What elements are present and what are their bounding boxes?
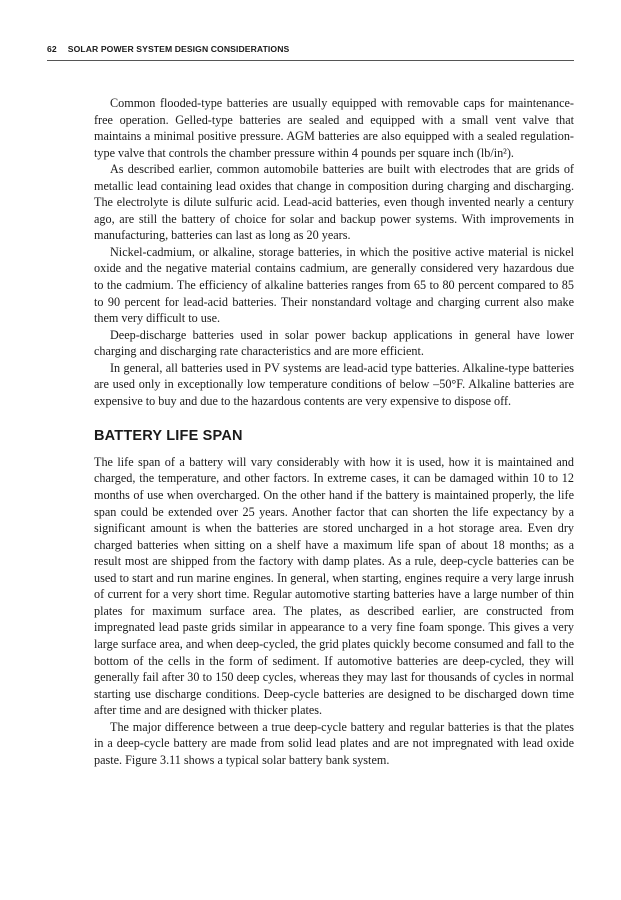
- body-text: [94, 95, 574, 768]
- paragraph-deep-discharge: Deep-discharge batteries used in solar power backup applications in general have lower charging and discharging rate characteristics and are more efficient.: [94, 327, 574, 359]
- paragraph-lead-acid: As described earlier, common automobile batteries are built with electrodes that are grids of metallic lead containing lead oxides that change in composition during charging and discharging. The electrolyte is dilute sulfuric acid. Lead-acid batteries, even though invented nearly a century ago, are still the battery of choice for solar and backup power systems. With improvements in manufacturing, batteries can last as long as 20 years.: [94, 162, 574, 243]
- paragraph-deep-cycle-difference: The major difference between a true deep-cycle battery and regular batteries is that the plates in a deep-cycle battery are made from solid lead plates and are not impregnated with lead oxide paste. Figure 3.11 shows a typical solar battery bank system.: [94, 719, 574, 767]
- page-number: 62: [47, 44, 57, 54]
- running-title: SOLAR POWER SYSTEM DESIGN CONSIDERATIONS: [67, 44, 290, 54]
- paragraph-life-span: The life span of a battery will vary considerably with how it is used, how it is maintained and charged, the temperature, and other factors. In extreme cases, it can be damaged within 10 to 12 months of use when overcharged. On the other hand if the battery is maintained properly, the life span could be extended over 25 years. Another factor that can shorten the life expectancy by a significant amount is when the batteries are stored uncharged in a hot storage area. Even dry charged batteries when sitting on a shelf have a maximum life span of about 18 months; as a result most are shipped from the factory with damp plates. As a rule, deep-cycle batteries can be used to start and run marine engines. In general, when starting, engines require a very large inrush of current for a very short time. Regular automotive starting batteries have a large number of thin plates for maximum surface area. The plates, as described earlier, are constructed from impregnated lead paste grids similar in appearance to a very fine foam sponge. This gives a very large surface area, and when deep-cycled, the grid plates quickly become consumed and fall to the bottom of the cells in the form of sediment. If automotive batteries are deep-cycled, they will generally fail after 30 to 150 deep cycles, whereas they may last for thousands of cycles in normal starting use discharge conditions. Deep-cycle batteries are designed to be discharged down time after time and are designed with thicker plates.: [94, 454, 574, 718]
- paragraph-nickel-cadmium: Nickel-cadmium, or alkaline, storage batteries, in which the positive active material is nickel oxide and the negative material contains cadmium, are generally considered very hazardous due to the cadmium. The efficiency of alkaline batteries ranges from 65 to 80 percent compared to 85 to 90 percent for lead-acid batteries. Their nonstandard voltage and charging current also make them very difficult to use.: [94, 244, 574, 326]
- paragraph-flooded-batteries: Common flooded-type batteries are usually equipped with removable caps for maintenance-free operation. Gelled-type batteries are sealed and equipped with a small vent valve that maintains a minimal positive pressure. AGM batteries are also equipped with a sealed regulation-type valve that controls the chamber pressure within 4 pounds per square inch (lb/in²).: [94, 96, 574, 160]
- paragraph-pv-batteries: In general, all batteries used in PV systems are lead-acid type batteries. Alkaline-type batteries are used only in exceptionally low temperature conditions of below –50°F. Alkaline batteries are expensive to buy and due to the hazardous contents are very expensive to dispose off.: [94, 360, 574, 408]
- running-header: [47, 44, 574, 61]
- section-heading: BATTERY LIFE SPAN: [94, 428, 243, 445]
